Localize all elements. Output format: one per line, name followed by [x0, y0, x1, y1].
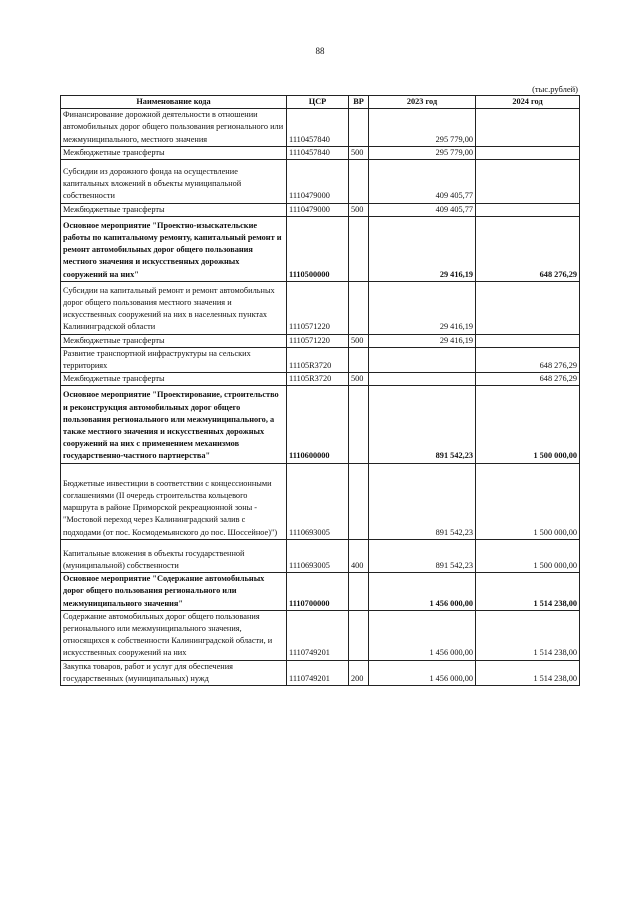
row-vr: 500	[349, 334, 369, 347]
row-csr: 1110479000	[287, 203, 349, 216]
row-2024: 1 514 238,00	[476, 610, 580, 660]
row-vr	[349, 216, 369, 281]
row-vr: 500	[349, 146, 369, 159]
row-2024	[476, 334, 580, 347]
row-2024	[476, 160, 580, 204]
row-2023: 1 456 000,00	[369, 660, 476, 685]
row-2023: 409 405,77	[369, 160, 476, 204]
row-2024: 1 500 000,00	[476, 386, 580, 463]
row-name: Основное мероприятие "Содержание автомобильных дорог общего пользования регионального или межмуниципального значения"	[61, 573, 287, 611]
header-csr: ЦСР	[287, 96, 349, 109]
row-2023: 409 405,77	[369, 203, 476, 216]
row-2024: 648 276,29	[476, 216, 580, 281]
table-row	[61, 146, 580, 159]
row-vr	[349, 463, 369, 539]
row-name: Межбюджетные трансферты	[61, 334, 287, 347]
row-csr: 1110479000	[287, 160, 349, 204]
table-row	[61, 203, 580, 216]
header-name: Наименование кода	[61, 96, 287, 109]
row-name: Финансирование дорожной деятельности в отношении автомобильных дорог общего пользования регионального или межмуниципального, местного значения	[61, 109, 287, 147]
row-name: Субсидии из дорожного фонда на осуществление капитальных вложений в объекты муниципальной собственности	[61, 160, 287, 204]
table-row	[61, 386, 580, 463]
row-vr	[349, 573, 369, 611]
row-2023	[369, 373, 476, 386]
row-name: Закупка товаров, работ и услуг для обеспечения государственных (муниципальных) нужд	[61, 660, 287, 685]
header-2024: 2024 год	[476, 96, 580, 109]
row-2023: 891 542,23	[369, 539, 476, 572]
row-csr: 1110457840	[287, 146, 349, 159]
row-vr	[349, 347, 369, 372]
row-name: Межбюджетные трансферты	[61, 203, 287, 216]
row-2024: 1 514 238,00	[476, 573, 580, 611]
row-2023: 891 542,23	[369, 463, 476, 539]
row-2024	[476, 281, 580, 334]
row-csr: 1110693005	[287, 539, 349, 572]
header-2023: 2023 год	[369, 96, 476, 109]
row-name: Субсидии на капитальный ремонт и ремонт автомобильных дорог общего пользования местного значения и искусственных сооружений на них в населенных пунктах Калининградской области	[61, 281, 287, 334]
table-row	[61, 334, 580, 347]
row-vr	[349, 281, 369, 334]
row-2024: 648 276,29	[476, 347, 580, 372]
row-2024: 1 500 000,00	[476, 539, 580, 572]
row-name: Развитие транспортной инфраструктуры на сельских территориях	[61, 347, 287, 372]
row-vr	[349, 610, 369, 660]
row-2023	[369, 347, 476, 372]
budget-table	[60, 95, 580, 686]
row-vr	[349, 160, 369, 204]
row-csr: 11105R3720	[287, 373, 349, 386]
row-vr: 400	[349, 539, 369, 572]
row-2023: 1 456 000,00	[369, 610, 476, 660]
table-row	[61, 160, 580, 204]
row-csr: 1110749201	[287, 610, 349, 660]
table-row	[61, 109, 580, 147]
row-csr: 1110571220	[287, 281, 349, 334]
row-vr: 500	[349, 373, 369, 386]
row-csr: 1110571220	[287, 334, 349, 347]
row-csr: 1110700000	[287, 573, 349, 611]
row-name: Межбюджетные трансферты	[61, 146, 287, 159]
row-2023: 295 779,00	[369, 109, 476, 147]
table-row	[61, 610, 580, 660]
row-csr: 1110600000	[287, 386, 349, 463]
row-name: Основное мероприятие "Проектно-изыскательские работы по капитальному ремонту, капитальный ремонт и ремонт автомобильных дорог общего пользования местного значения и искусственных дорожных сооружений на них"	[61, 216, 287, 281]
table-row	[61, 347, 580, 372]
header-vr: ВР	[349, 96, 369, 109]
row-csr: 11105R3720	[287, 347, 349, 372]
row-name: Содержание автомобильных дорог общего пользования регионального или межмуниципального значения, относящихся к собственности Калининградской области, и искусственных сооружений на них	[61, 610, 287, 660]
row-vr	[349, 386, 369, 463]
row-name: Межбюджетные трансферты	[61, 373, 287, 386]
row-name: Бюджетные инвестиции в соответствии с концессионными соглашениями (II очередь строительства кольцевого маршрута в районе Приморской рекреационной зоны - "Мостовой переход через Калининградский залив с подходами (от пос. Космодемьянского до пос. Шоссейное)")	[61, 463, 287, 539]
table-row	[61, 539, 580, 572]
row-2024: 1 500 000,00	[476, 463, 580, 539]
table-header-row	[61, 96, 580, 109]
row-csr: 1110749201	[287, 660, 349, 685]
row-2024	[476, 146, 580, 159]
row-2024: 648 276,29	[476, 373, 580, 386]
row-2023: 29 416,19	[369, 216, 476, 281]
row-2024	[476, 203, 580, 216]
table-row	[61, 373, 580, 386]
row-csr: 1110500000	[287, 216, 349, 281]
row-2023: 891 542,23	[369, 386, 476, 463]
units-label: (тыс.рублей)	[532, 84, 578, 94]
row-2024	[476, 109, 580, 147]
row-2023: 29 416,19	[369, 334, 476, 347]
row-2024: 1 514 238,00	[476, 660, 580, 685]
table-row	[61, 463, 580, 539]
page-number: 88	[315, 46, 325, 56]
row-name: Основное мероприятие "Проектирование, строительство и реконструкция автомобильных дорог общего пользования регионального или межмуниципального, а также местного значения и искусственных дорожных сооружений на них с применением механизмов государственно-частного партнерства"	[61, 386, 287, 463]
row-vr	[349, 109, 369, 147]
table-row	[61, 573, 580, 611]
row-name: Капитальные вложения в объекты государственной (муниципальной) собственности	[61, 539, 287, 572]
row-csr: 1110693005	[287, 463, 349, 539]
table-row	[61, 281, 580, 334]
row-vr: 500	[349, 203, 369, 216]
row-2023: 29 416,19	[369, 281, 476, 334]
row-vr: 200	[349, 660, 369, 685]
row-2023: 1 456 000,00	[369, 573, 476, 611]
table-row	[61, 216, 580, 281]
table-row	[61, 660, 580, 685]
row-csr: 1110457840	[287, 109, 349, 147]
row-2023: 295 779,00	[369, 146, 476, 159]
